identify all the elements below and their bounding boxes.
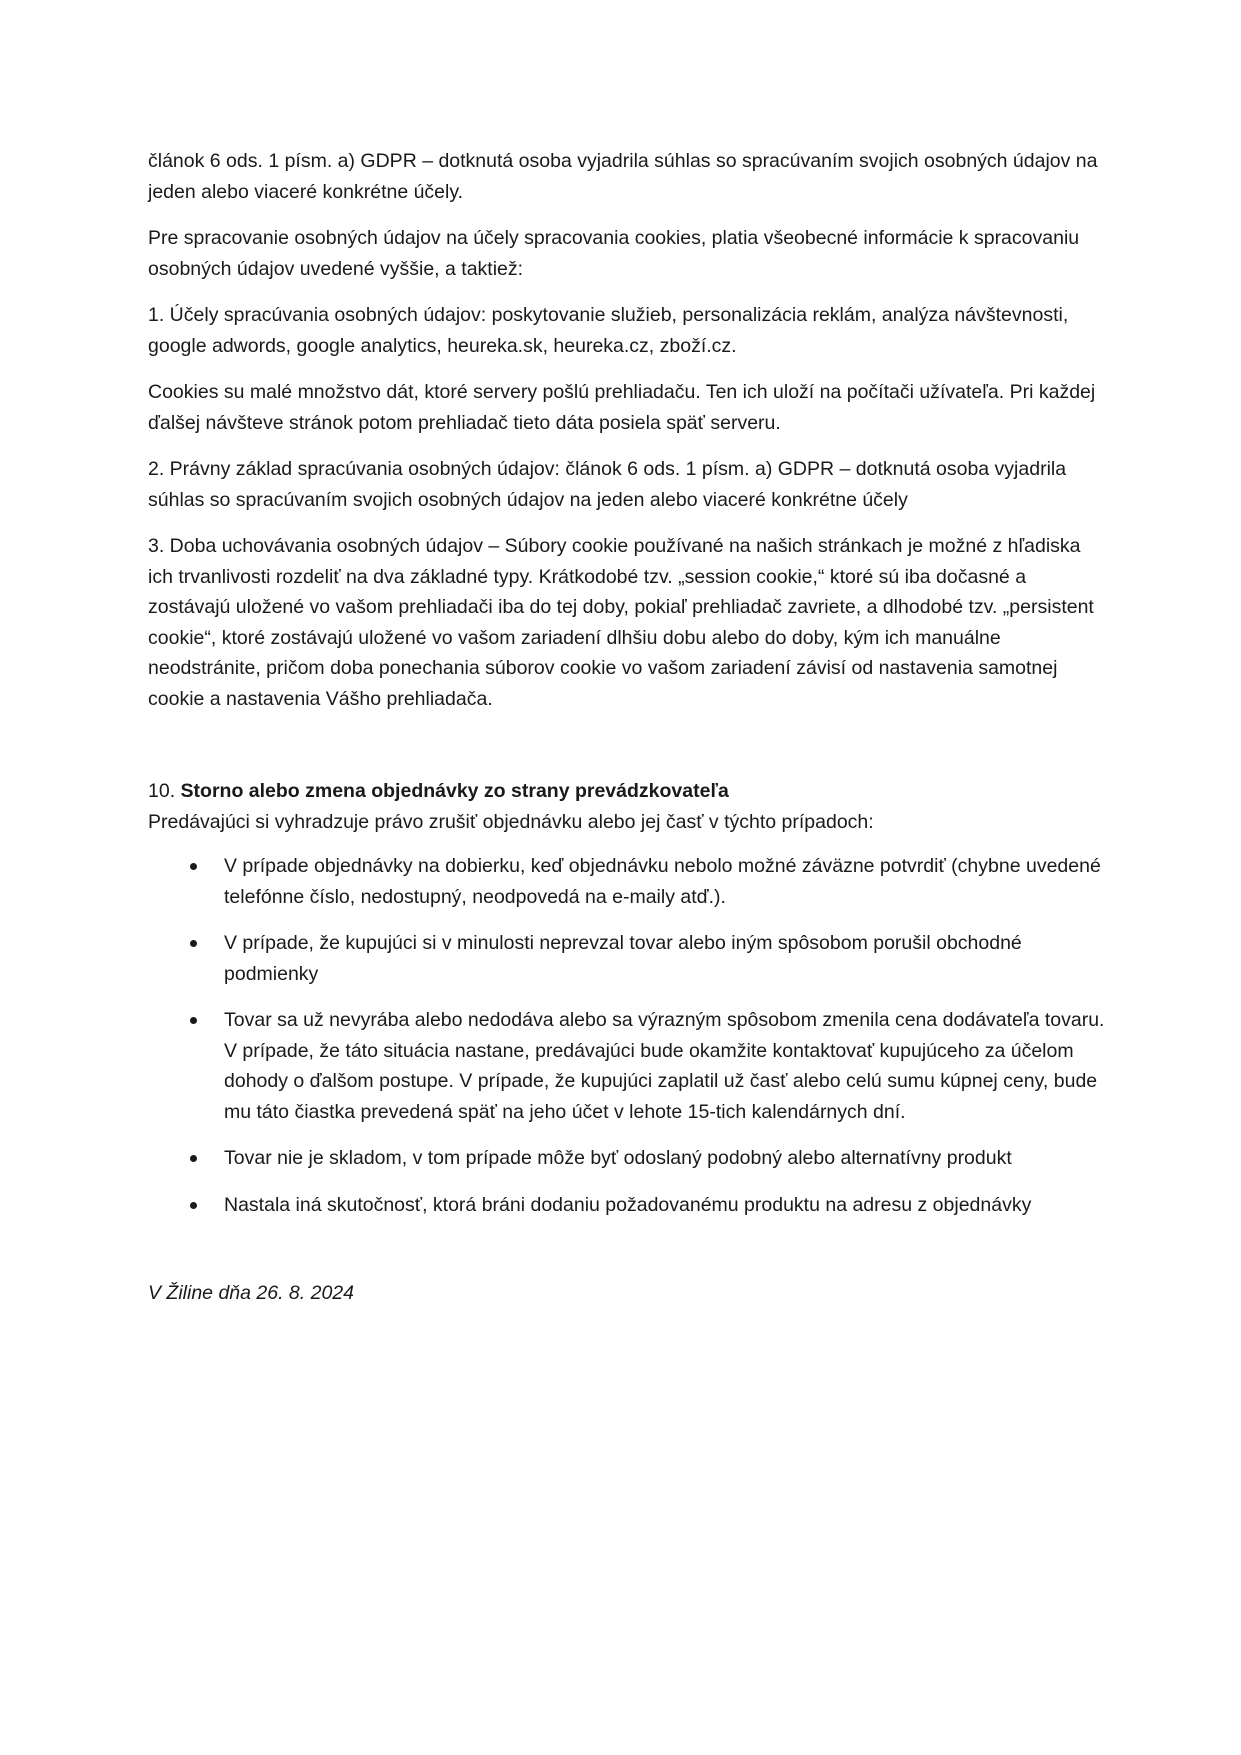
section-10-intro: Predávajúci si vyhradzuje právo zrušiť objednávku alebo jej časť v týchto prípadoch: (148, 810, 874, 833)
bullet-icon (190, 863, 197, 870)
list-item (148, 1005, 1108, 1127)
list-item (148, 928, 1108, 989)
section-10-number: 10. (148, 780, 176, 802)
list-item-text: V prípade, že kupujúci si v minulosti neprevzal tovar alebo iným spôsobom porušil obchodné podmienky (224, 932, 1022, 985)
paragraph-purposes: 1. Účely spracúvania osobných údajov: poskytovanie služieb, personalizácia reklám, analýza návštevnosti, google adwords, google analytics, heureka.sk, heureka.cz, zboží.cz. (148, 304, 1069, 357)
section-spacer (148, 730, 1108, 776)
bullet-icon (190, 1202, 197, 1209)
paragraph-legal-basis: 2. Právny základ spracúvania osobných údajov: článok 6 ods. 1 písm. a) GDPR – dotknutá osoba vyjadrila súhlas so spracúvaním svojich osobných údajov na jeden alebo viaceré konkrétne účely (148, 458, 1067, 511)
list-item-text: Tovar sa už nevyrába alebo nedodáva alebo sa výrazným spôsobom zmenila cena dodávateľa tovaru. V prípade, že táto situácia nastane, predávajúci bude okamžite kontaktovať kupujúceho za účelom dohody o ďalšom postupe. V prípade, že kupujúci zaplatil už časť alebo celú sumu kúpnej ceny, bude mu táto čiastka prevedená späť na jeho účet v lehote 15-tich kalendárnych dní. (224, 1009, 1105, 1123)
paragraph-gdpr-consent: článok 6 ods. 1 písm. a) GDPR – dotknutá osoba vyjadrila súhlas so spracúvaním svojich osobných údajov na jeden alebo viaceré konkrétne účely. (148, 150, 1098, 203)
list-item-text: Nastala iná skutočnosť, ktorá bráni dodaniu požadovanému produktu na adresu z objednávky (224, 1193, 1032, 1216)
cancellation-reasons-list (148, 851, 1108, 1220)
section-10-heading (148, 776, 1108, 807)
list-item (148, 1143, 1108, 1174)
paragraph-retention: 3. Doba uchovávania osobných údajov – Súbory cookie používané na našich stránkach je možné z hľadiska ich trvanlivosti rozdeliť na dva základné typy. Krátkodobé tzv. „session cookie,“ ktoré sú iba dočasné a zostávajú uložené vo vašom prehliadači iba do tej doby, pokiaľ prehliadač zavriete, a dlhodobé tzv. „persistent cookie“, ktoré zostávajú uložené vo vašom zariadení dlhšiu dobu alebo do doby, kým ich manuálne neodstránite, pričom doba ponechania súborov cookie vo vašom zariadení závisí od nastavenia samotnej cookie a nastavenia Vášho prehliadača. (148, 535, 1094, 710)
bullet-icon (190, 940, 197, 947)
bullet-icon (190, 1155, 197, 1162)
bullet-icon (190, 1017, 197, 1024)
place-and-date: V Žiline dňa 26. 8. 2024 (148, 1282, 354, 1304)
paragraph-cookies-definition: Cookies su malé množstvo dát, ktoré servery pošlú prehliadaču. Ten ich uloží na počítači užívateľa. Pri každej ďalšej návšteve stránok potom prehliadač tieto dáta posiela späť serveru. (148, 381, 1096, 434)
section-10-title: Storno alebo zmena objednávky zo strany prevádzkovateľa (180, 780, 729, 802)
list-item-text: V prípade objednávky na dobierku, keď objednávku nebolo možné záväzne potvrdiť (chybne uvedené telefónne číslo, nedostupný, neodpovedá na e-maily atď.). (224, 855, 1101, 908)
list-item (148, 1190, 1108, 1221)
list-item (148, 851, 1108, 912)
document-page (148, 146, 1108, 1328)
list-item-text: Tovar nie je skladom, v tom prípade môže byť odoslaný podobný alebo alternatívny produkt (224, 1147, 1012, 1169)
paragraph-cookies-intro: Pre spracovanie osobných údajov na účely spracovania cookies, platia všeobecné informácie k spracovaniu osobných údajov uvedené vyššie, a taktiež: (148, 227, 1080, 280)
